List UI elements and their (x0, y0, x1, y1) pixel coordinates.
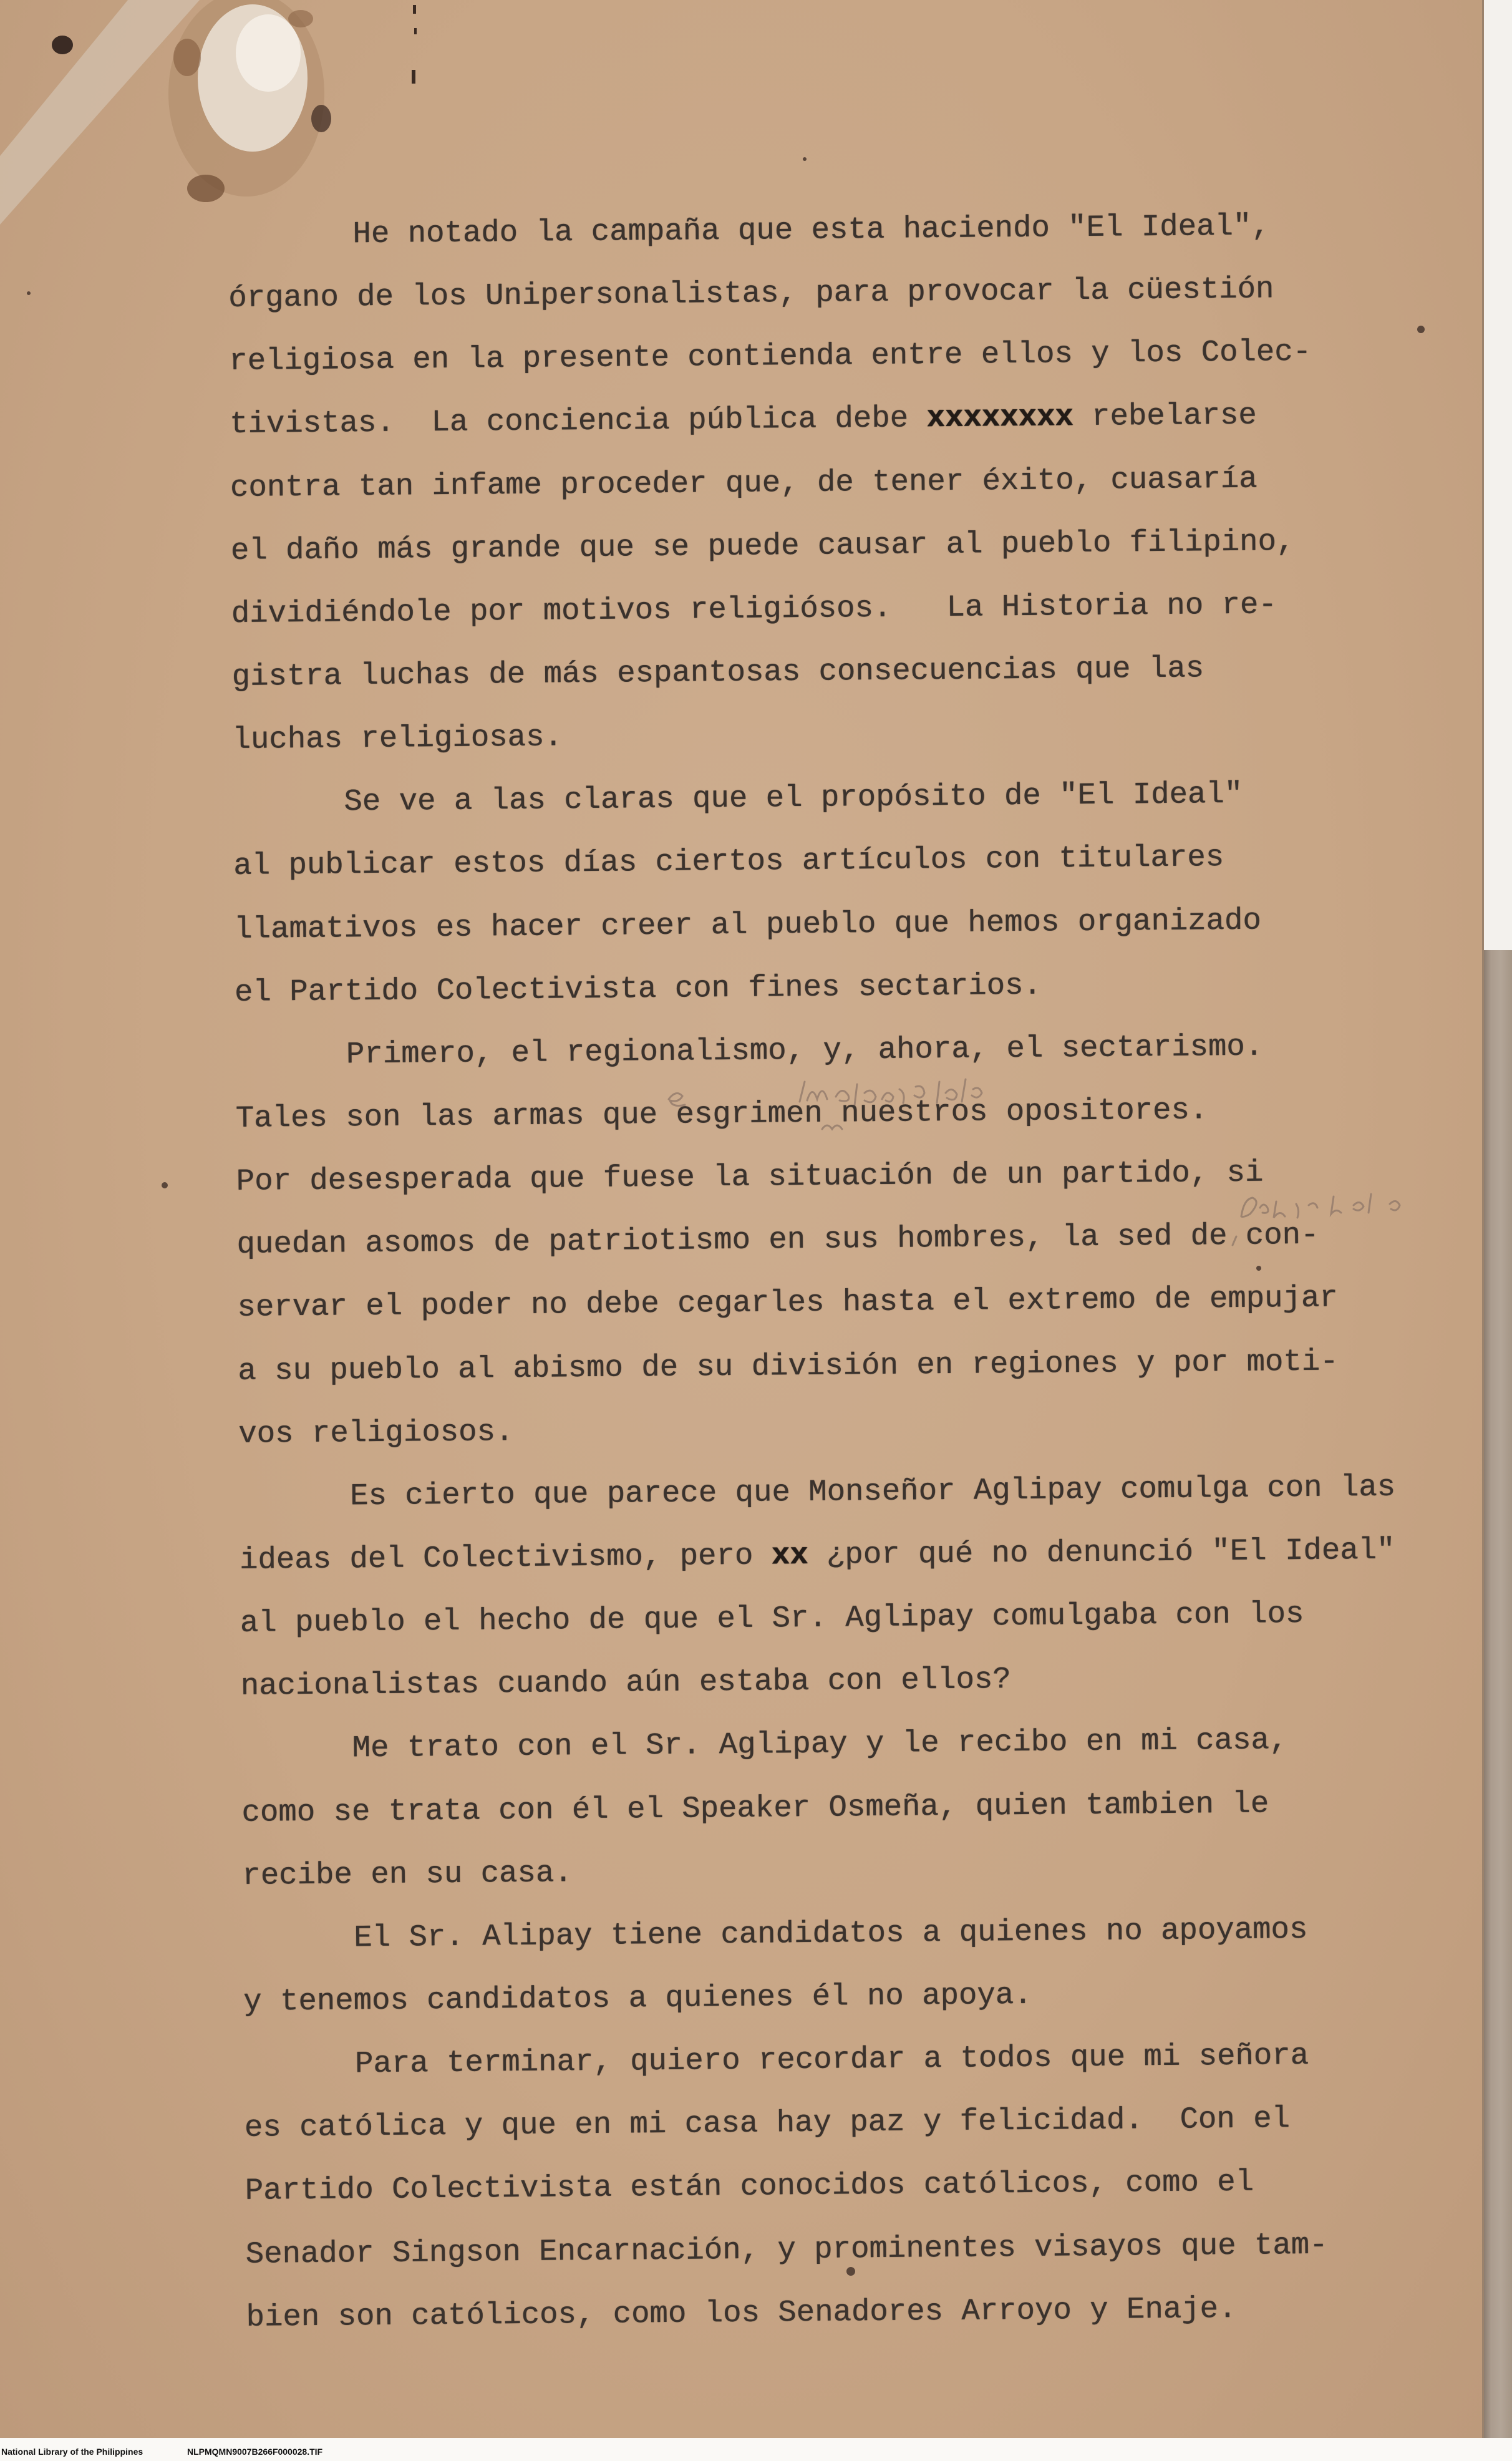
paragraph (228, 193, 1474, 772)
text-line: el daño más grande que se puede causar al pueblo filipino, (230, 523, 1295, 568)
scan-footer (0, 2438, 1512, 2461)
struck-out-text: xx (771, 1537, 808, 1573)
text-line: contra tan infame proceder que, de tener éxito, cuasaría (230, 461, 1258, 505)
paragraph (233, 761, 1476, 1024)
text-line: llamativos es hacer creer al pueblo que hemos organizado (233, 903, 1261, 947)
text-line: dividiéndole por motivos religiósos. La Historia no re- (231, 587, 1277, 631)
file-identifier: NLPMQMN9007B266F000028.TIF (187, 2447, 323, 2457)
text-line: Me trato con el Sr. Aglipay y le recibo en mi casa, (352, 1722, 1288, 1766)
text-line: a su pueblo al abismo de su división en regiones y por moti- (238, 1344, 1339, 1389)
struck-out-text: xxxxxxxx (926, 399, 1073, 436)
stain-bright-patch (236, 14, 301, 92)
speck (803, 157, 807, 161)
stain-blotch (288, 10, 313, 27)
text-segment: ideas del Colectivismo, pero (239, 1538, 772, 1578)
paragraph (244, 2023, 1488, 2349)
text-line: religiosa en la presente contienda entre ellos y los Colec- (228, 334, 1312, 379)
text-line: He notado la campaña que esta haciendo "El Ideal", (352, 208, 1270, 252)
text-line: Por desesperada que fuese la situación de un partido, si (236, 1155, 1264, 1200)
text-segment: rebelarse (1073, 398, 1257, 435)
text-line (230, 382, 1471, 457)
text-line: Se ve a las claras que el propósito de "El Ideal" (344, 777, 1243, 820)
folded-corner (0, 0, 200, 225)
text-line: Primero, el regionalismo, y, ahora, el sectarismo. (346, 1029, 1264, 1072)
stain-blotch (187, 175, 225, 202)
paragraph (239, 1455, 1482, 1718)
text-line: como se trata con él el Speaker Osmeña, quien tambien le (241, 1786, 1269, 1830)
underlying-page-edge (1484, 950, 1512, 2438)
speck (27, 291, 31, 295)
text-line: servar el poder no debe cegarles hasta el extremo de empujar (237, 1280, 1338, 1326)
text-segment: tivistas. La conciencia pública debe (229, 400, 927, 442)
typewritten-text (228, 193, 1488, 2349)
text-line: recibe en su casa. (242, 1855, 573, 1893)
ink-spot (52, 36, 73, 54)
text-line: quedan asomos de patriotismo en sus hombres, la sed de con- (236, 1218, 1319, 1263)
text-line: Tales son las armas que esgrimen nuestros opositores. (235, 1092, 1208, 1136)
text-line: gistra luchas de más espantosas consecuencias que las (231, 651, 1204, 694)
text-line: bien son católicos, como los Senadores Arroyo y Enaje. (246, 2291, 1237, 2335)
scan-background-edge (1484, 0, 1512, 950)
text-line: Senador Singson Encarnación, y prominentes visayos que tam- (245, 2227, 1328, 2272)
text-line: al pueblo el hecho de que el Sr. Aglipay comulgaba con los (240, 1596, 1304, 1641)
text-line: el Partido Colectivista con fines sectarios. (234, 968, 1042, 1010)
text-line: y tenemos candidatos a quienes él no apoya. (243, 1977, 1032, 2019)
text-line: Es cierto que parece que Monseñor Aglipay comulga con las (349, 1469, 1396, 1514)
ink-speck (413, 5, 416, 14)
text-line: al publicar estos días ciertos artículos con titulares (233, 840, 1224, 884)
text-line: Para terminar, quiero recordar a todos que mi señora (354, 2038, 1309, 2082)
text-line: nacionalistas cuando aún estaba con ellos? (240, 1662, 1011, 1704)
text-line: Partido Colectivista están conocidos católicos, como el (245, 2165, 1254, 2209)
ink-speck (412, 70, 415, 84)
text-line: es católica y que en mi casa hay paz y felicidad. Con el (244, 2101, 1291, 2146)
ink-speck (414, 28, 417, 34)
paragraph (235, 1013, 1480, 1465)
text-line: El Sr. Alipay tiene candidatos a quienes no apoyamos (354, 1911, 1308, 1956)
corner-stain (0, 0, 417, 225)
text-line: vos religiosos. (238, 1414, 514, 1452)
paragraph (241, 1707, 1484, 1908)
text-line: luchas religiosas. (232, 719, 563, 758)
stain-blotch (173, 39, 201, 76)
paragraph (243, 1896, 1485, 2034)
library-credit: National Library of the Philippines (1, 2447, 143, 2457)
speck (162, 1182, 168, 1188)
text-segment: ¿por qué no denunció "El Ideal" (808, 1532, 1395, 1573)
text-line (240, 1518, 1481, 1593)
stain-blotch (311, 105, 331, 132)
text-line: órgano de los Unipersonalistas, para provocar la cüestión (228, 271, 1274, 316)
